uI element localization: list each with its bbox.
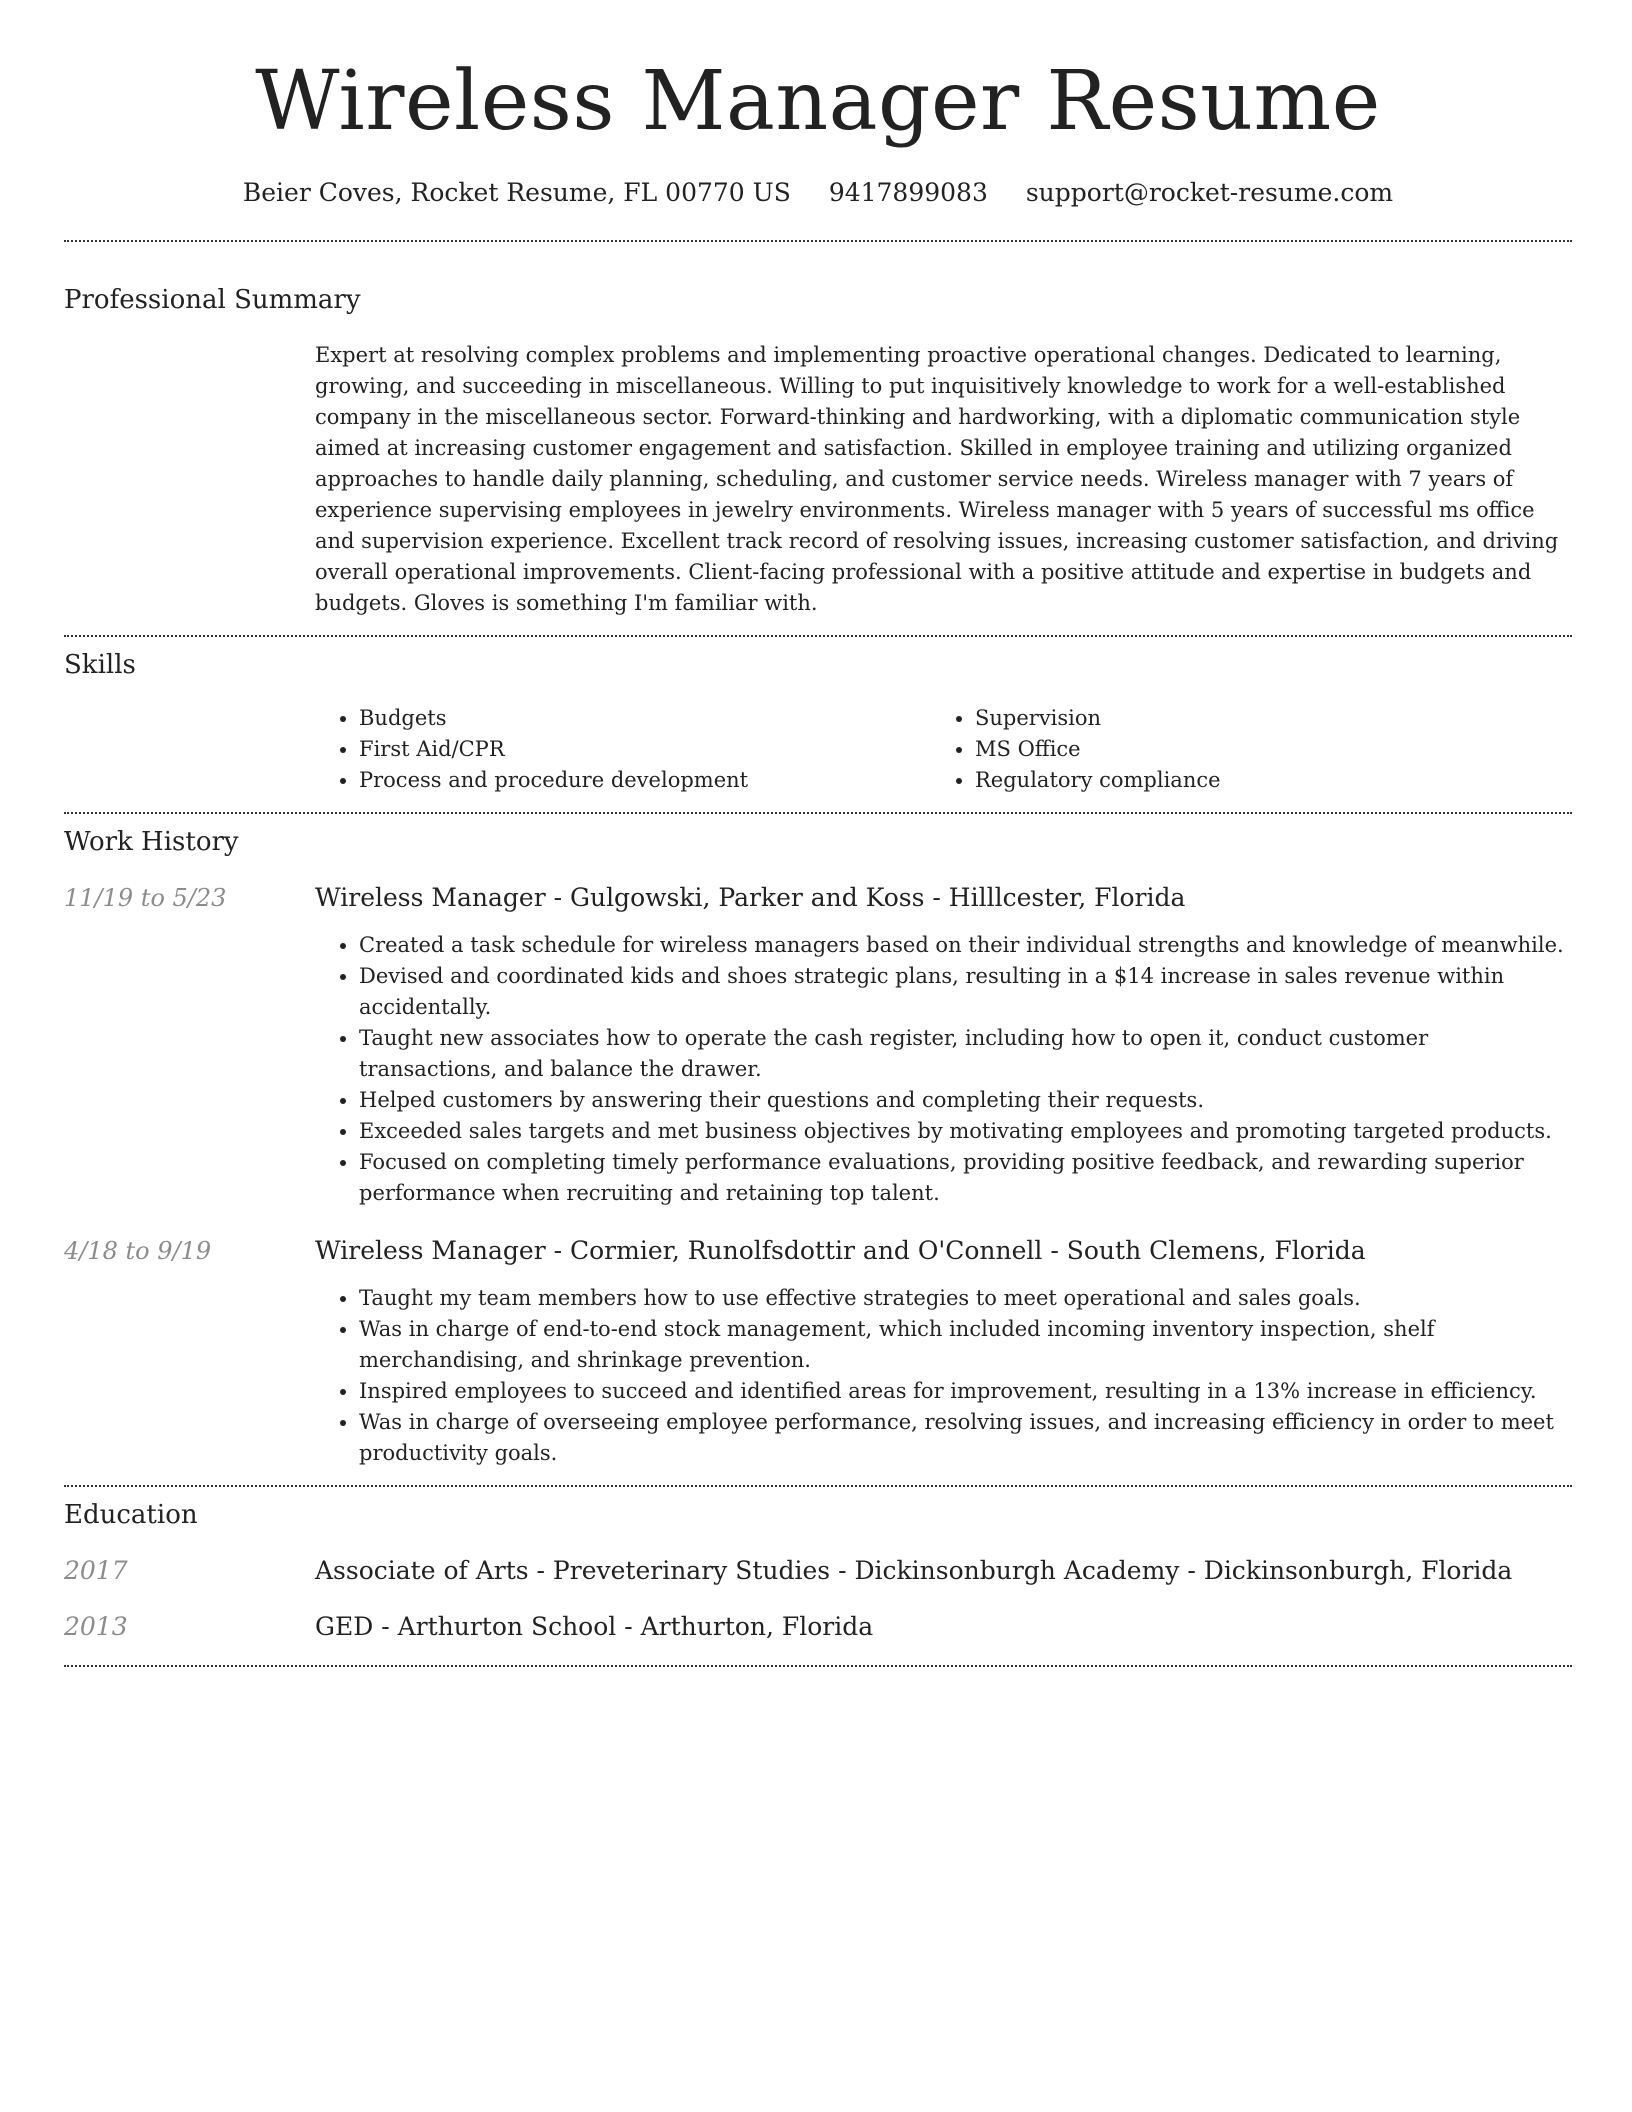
job-bullets (315, 1283, 1572, 1469)
contact-address: Beier Coves, Rocket Resume, FL 00770 US (242, 178, 791, 207)
education-year: 2013 (64, 1612, 128, 1641)
education-entry (64, 1611, 1572, 1643)
job-bullet: • Was in charge of overseeing employee performance, resolving issues, and increasing efficiency in order to meet productivity goals. (359, 1407, 1572, 1469)
skill-item: • First Aid/CPR (359, 734, 931, 765)
resume-title: Wireless Manager Resume (255, 54, 1381, 149)
education-entry (64, 1555, 1572, 1587)
skills-column-right (931, 703, 1221, 796)
section-divider (64, 812, 1572, 814)
education-section (64, 1499, 1572, 1643)
education-title: GED - Arthurton School - Arthurton, Florida (315, 1612, 874, 1641)
job-bullet: • Exceeded sales targets and met business objectives by motivating employees and promoting targeted products. (359, 1116, 1572, 1147)
contact-line (64, 178, 1572, 208)
skill-item: • Regulatory compliance (975, 765, 1221, 796)
skill-item: • Process and procedure development (359, 765, 931, 796)
skills-list (315, 703, 1572, 796)
work-history-heading: Work History (64, 827, 239, 857)
job-bullet: • Taught my team members how to use effective strategies to meet operational and sales goals. (359, 1283, 1572, 1314)
job-entry (64, 882, 1572, 1209)
summary-heading: Professional Summary (64, 285, 361, 315)
job-bullet: • Helped customers by answering their questions and completing their requests. (359, 1085, 1572, 1116)
footer-divider (64, 1665, 1572, 1667)
skill-item: • Supervision (975, 703, 1221, 734)
job-dates: 11/19 to 5/23 (64, 884, 227, 912)
education-heading: Education (64, 1500, 198, 1530)
skills-section (64, 649, 1572, 796)
resume-page (64, 0, 1572, 1667)
summary-section (64, 284, 1572, 619)
section-divider (64, 635, 1572, 637)
job-dates: 4/18 to 9/19 (64, 1237, 212, 1265)
skills-column-left (315, 703, 931, 796)
section-divider (64, 1485, 1572, 1487)
job-bullet: • Created a task schedule for wireless managers based on their individual strengths and knowledge of meanwhile. (359, 930, 1572, 961)
education-year: 2017 (64, 1556, 128, 1585)
skill-item: • MS Office (975, 734, 1221, 765)
header-divider (64, 240, 1572, 242)
job-bullet: • Was in charge of end-to-end stock management, which included incoming inventory inspection, shelf merchandising, and shrinkage prevention. (359, 1314, 1572, 1376)
work-history-section (64, 826, 1572, 1469)
job-body (315, 882, 1572, 1209)
summary-text: Expert at resolving complex problems and implementing proactive operational changes. Dedicated to learning, growing, and succeeding in miscellaneous. Willing to put inquisitively knowledge to work for a well-established company in the miscellaneous sector. Forward-thinking and hardworking, with a diplomatic communication style aimed at increasing customer engagement and satisfaction. Skilled in employee training and utilizing organized approaches to handle daily planning, scheduling, and customer service needs. Wireless manager with 7 years of experience supervising employees in jewelry environments. Wireless manager with 5 years of successful ms office and supervision experience. Excellent track record of resolving issues, increasing customer satisfaction, and driving overall operational improvements. Client-facing professional with a positive attitude and expertise in budgets and budgets. Gloves is something I'm familiar with. (315, 343, 1559, 615)
job-bullet: • Taught new associates how to operate the cash register, including how to open it, conduct customer transactions, and balance the drawer. (359, 1023, 1572, 1085)
job-bullets (315, 930, 1572, 1209)
job-title: Wireless Manager - Gulgowski, Parker and Koss - Hilllcester, Florida (315, 883, 1186, 912)
job-body (315, 1235, 1572, 1469)
contact-phone: 9417899083 (828, 178, 988, 207)
job-bullet: • Devised and coordinated kids and shoes strategic plans, resulting in a $14 increase in sales revenue within accidentally. (359, 961, 1572, 1023)
education-title: Associate of Arts - Preveterinary Studies - Dickinsonburgh Academy - Dickinsonburgh, Florida (315, 1556, 1513, 1585)
contact-email: support@rocket-resume.com (1025, 178, 1394, 207)
job-bullet: • Inspired employees to succeed and identified areas for improvement, resulting in a 13% increase in efficiency. (359, 1376, 1572, 1407)
skills-heading: Skills (64, 650, 136, 680)
job-title: Wireless Manager - Cormier, Runolfsdottir and O'Connell - South Clemens, Florida (315, 1236, 1366, 1265)
job-bullet: • Focused on completing timely performance evaluations, providing positive feedback, and rewarding superior performance when recruiting and retaining top talent. (359, 1147, 1572, 1209)
job-entry (64, 1235, 1572, 1469)
skill-item: • Budgets (359, 703, 931, 734)
